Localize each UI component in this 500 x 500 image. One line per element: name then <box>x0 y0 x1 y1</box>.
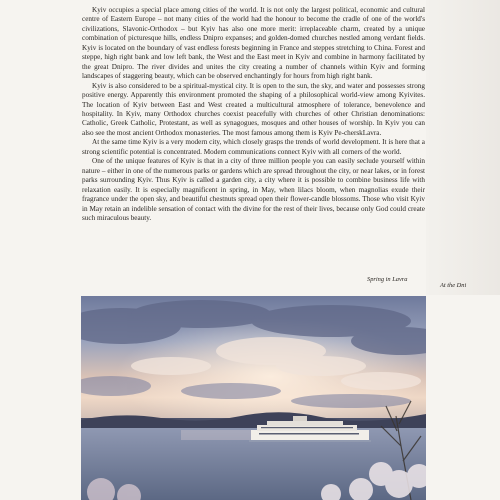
paragraph-3: At the same time Kyiv is a very modern city, which closely grasps the trends of world development. It is here that a strong scientific potential is concentrated. Modern communications connect Kyiv with all corners of the world. <box>82 138 425 156</box>
page-gutter <box>426 0 500 295</box>
river-photo-illustration <box>81 296 426 500</box>
paragraph-2: Kyiv is also considered to be a spiritual-mystical city. It is open to the sun, the sky, and water and possesses strong positive energy. Apparently this environment promoted the shaping of a philosophical world-view among Kyivites. The location of Kyiv between East and West created a multicultural atmosphere of tolerance, benevolence and hospitality. In Kyiv, many Orthodox churches coexist peacefully with churches of other Christian denominations: Catholic, Greek Catholic, Protestant, as well as synagogues, mosques and other houses of worship. In Kyiv you can also see the most ancient Orthodox monasteries. The most famous among them is Kyiv Pe-cherskLavra. <box>82 81 425 137</box>
paragraph-4: One of the unique features of Kyiv is that in a city of three million people you can easily seclude yourself within nature – either in one of the numerous parks or gardens which are spread throughout the city, or near lakes, or in forest parks surrounding Kyiv. Thus Kyiv is called a garden city, a city where it is possible to combine business life with relaxation easily. It is especially magnificent in spring, in May, when lilacs bloom, when magnolias exude their fragrance under the open sky, and beautiful chestnuts spread open their flower-candle blossoms. Those who visit Kyiv in May retain an indelible sensation of contact with the divine for the rest of their lives, because only God could create such miraculous beauty. <box>82 157 425 222</box>
caption-at-the-dnipro: At the Dni <box>440 282 467 289</box>
article-text <box>82 6 425 223</box>
paragraph-1: Kyiv occupies a special place among cities of the world. It is not only the largest political, economic and cultural centre of Eastern Europe – not many cities of the world had the honour to become the cradle of one of the world's civilizations, Slavonic-Orthodox – but Kyiv has also one more merit: irreplaceable charm, created by a unique combination of picturesque hills, endless Dnipro expanses; and golden-domed churches nestled among verdant fields. Kyiv is located on the boundary of vast endless forests beginning in France and steppes stretching to China. Forest and steppe, high right bank and low left bank, the West and the East meet in Kyiv and combine in harmony facilitated by the great Dnipro. The river divides and unites the city creating a number of channels within Kyiv and forming landscapes of staggering beauty, which can be observed enchantingly for hours from high right bank. <box>82 6 425 81</box>
river-photo <box>81 296 426 500</box>
caption-spring-in-lavra: Spring in Lavra <box>367 276 408 283</box>
